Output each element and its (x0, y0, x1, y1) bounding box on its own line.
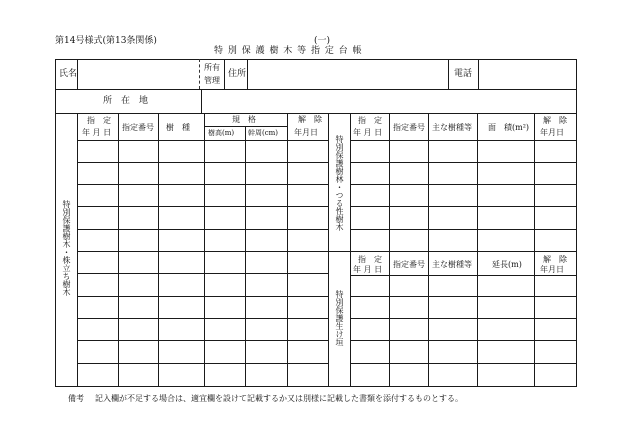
hedge-main-species: 主な樹種等 (432, 260, 472, 269)
forest-section-label: 特別保護樹林・つる性樹木 (335, 135, 344, 231)
location-label: 所 在 地 (103, 96, 149, 106)
ownership-label-own: 所有 (204, 63, 220, 72)
hedge-section-label: 特別保護生け垣 (335, 290, 344, 346)
phone-label: 電話 (454, 69, 473, 79)
trees-designated-date-1: 指 定 (87, 116, 111, 125)
form-title: 特 別 保 護 樹 木 等 指 定 台 帳 (214, 46, 363, 56)
hedge-release-date-2: 年月日 (540, 265, 564, 274)
ownership-label-manage: 管理 (204, 76, 220, 85)
trees-girth: 幹周(cm) (248, 129, 279, 137)
forest-main-species: 主な樹種等 (432, 123, 472, 132)
note-text: 記入欄が不足する場合は、適宜欄を設けて記載するか又は別様に記載した書類を添付するものとする。 (95, 394, 463, 403)
trees-release-date-1: 解 除 (298, 115, 322, 124)
trees-release-date-2: 年月日 (294, 128, 318, 137)
forest-designated-date-2: 年 月 日 (353, 128, 383, 137)
note-label: 備考 (68, 394, 84, 403)
hedge-designation-no: 指定番号 (393, 260, 425, 269)
forest-release-date-2: 年月日 (540, 128, 564, 137)
trees-spec: 規 格 (232, 115, 256, 124)
trees-height: 樹高(m) (208, 129, 235, 137)
forest-designated-date-1: 指 定 (358, 116, 382, 125)
address-label: 住所 (228, 69, 247, 79)
page-marker: (一) (314, 36, 331, 46)
form-number: 第14号様式(第13条関係) (55, 36, 157, 46)
trees-section-label: 特別保護樹木・株立ち樹木 (62, 200, 71, 296)
trees-species: 樹 種 (166, 123, 190, 132)
forest-area: 面 積(m²) (488, 123, 530, 132)
hedge-designated-date-1: 指 定 (358, 255, 382, 264)
trees-designation-no: 指定番号 (122, 123, 154, 132)
owner-name-label: 氏名 (59, 69, 78, 79)
forest-designation-no: 指定番号 (393, 123, 425, 132)
forest-release-date-1: 解 除 (543, 116, 567, 125)
hedge-designated-date-2: 年 月 日 (353, 265, 383, 274)
hedge-release-date-1: 解 除 (543, 255, 567, 264)
trees-designated-date-2: 年 月 日 (82, 128, 112, 137)
hedge-length: 延長(m) (492, 260, 522, 269)
